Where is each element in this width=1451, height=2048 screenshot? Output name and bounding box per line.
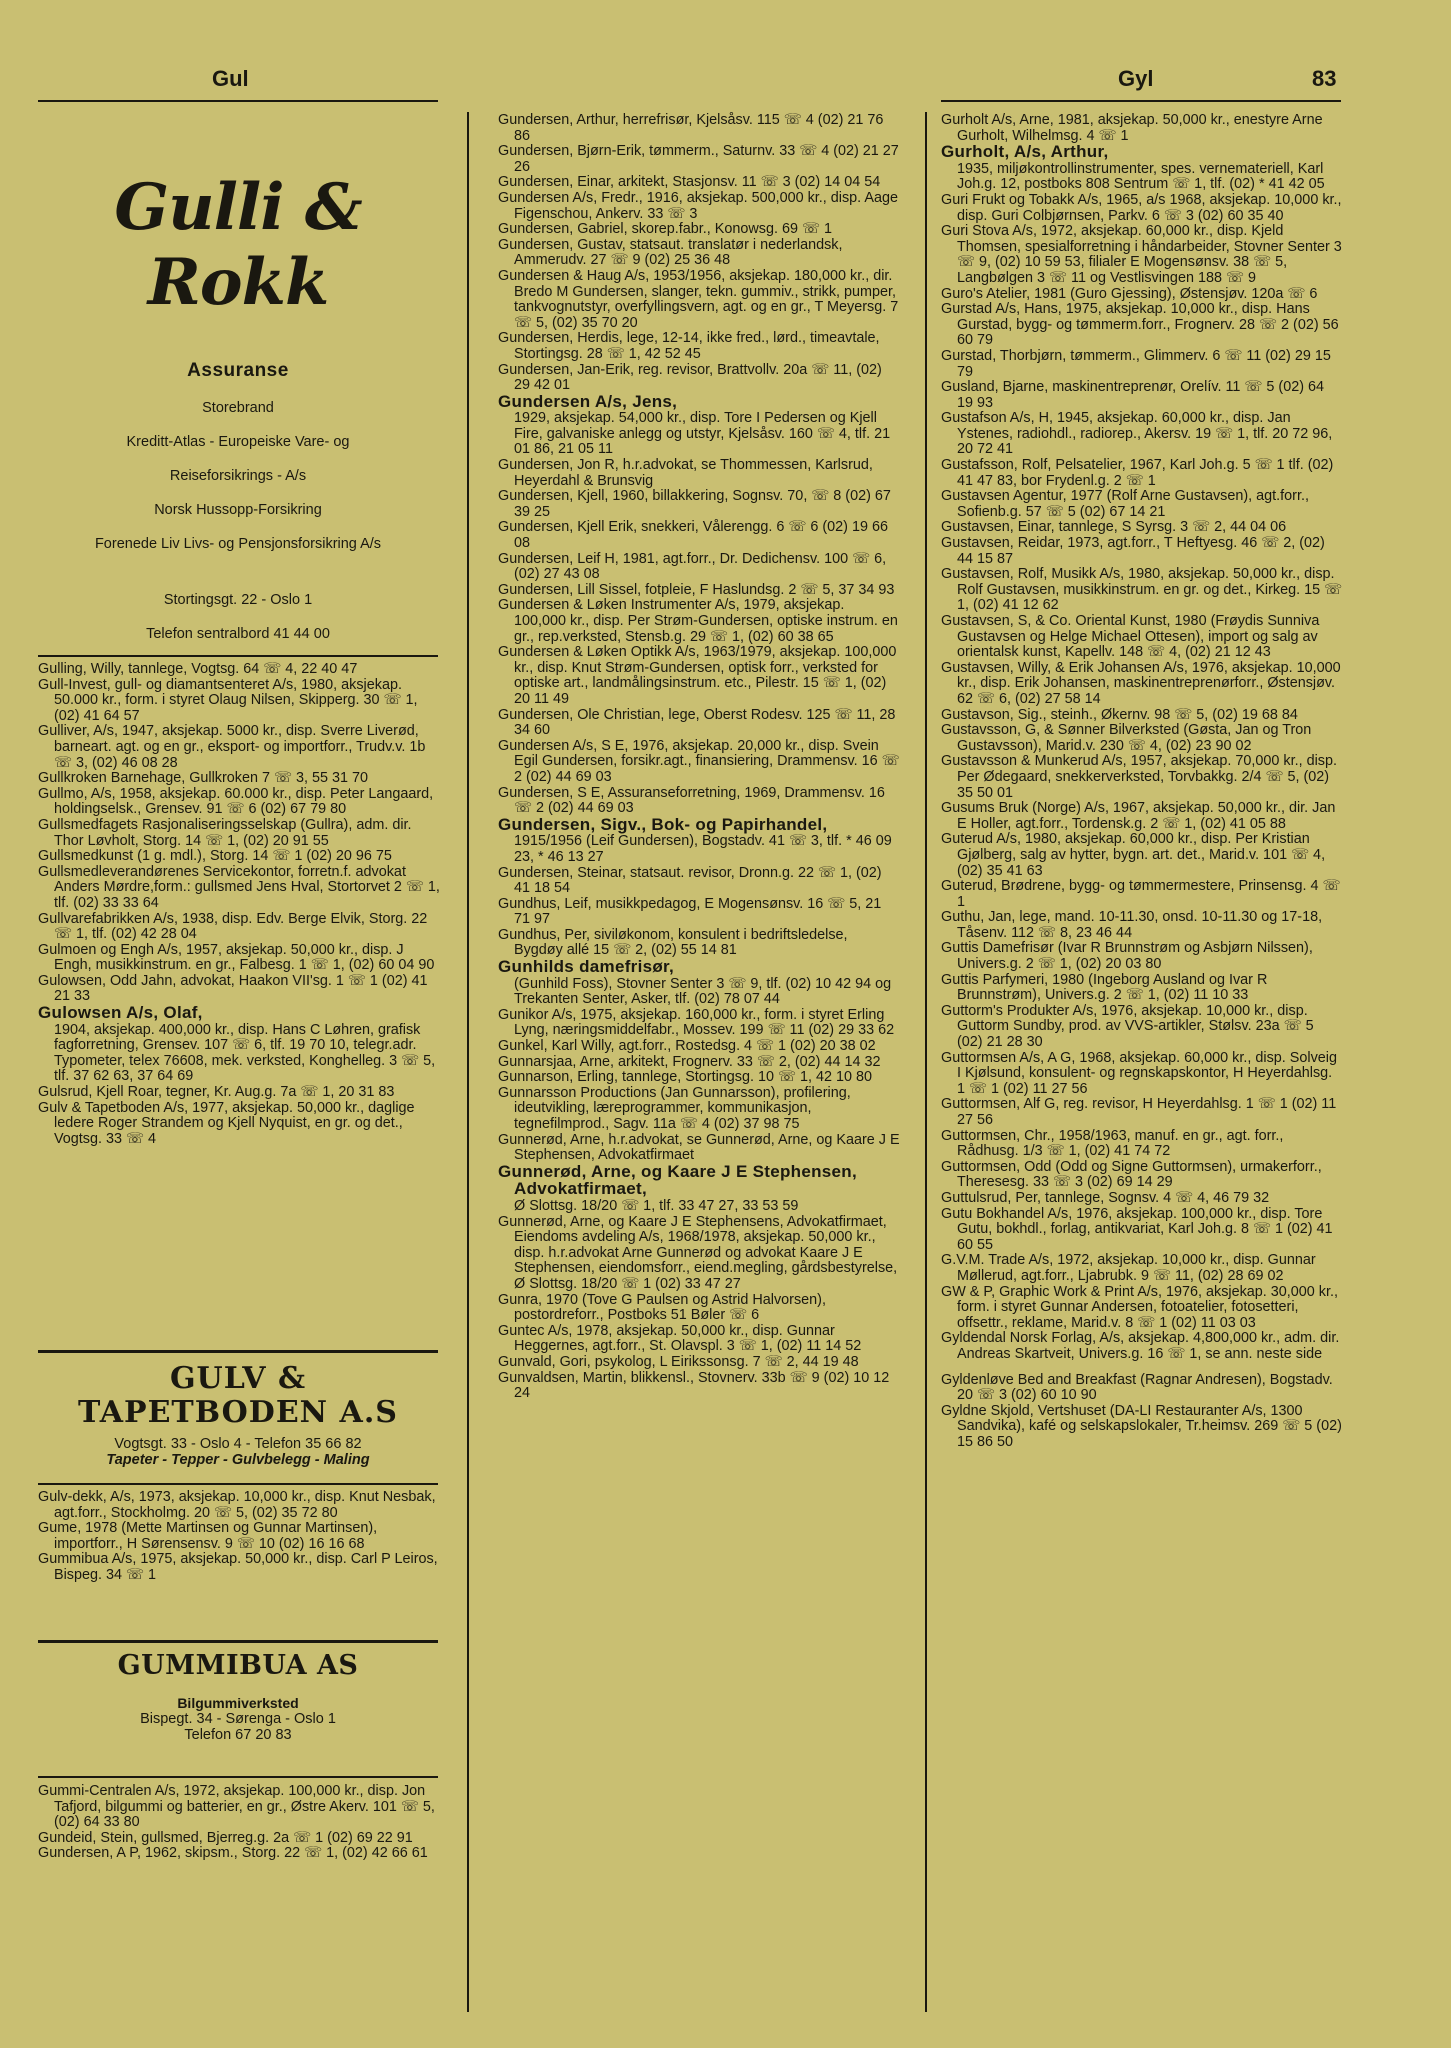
- list-item: [498, 739, 900, 786]
- entry-heading: Gurholt, A/s, Arthur,: [941, 142, 1109, 162]
- list-item: [941, 458, 1343, 489]
- entry-text: Gustavsson & Munkerud A/s, 1957, aksjekap. 70,000 kr., disp. Per Ødegaard, snekkerverksted, Torvbakkg. 2/4 ☏ 5, (02) 35 50 01: [941, 753, 1337, 801]
- column-divider-2: [925, 112, 927, 2012]
- list-item: Gulowsen, Odd Jahn, advokat, Haakon VII'sg. 1 ☏ 1 (02) 41 21 33: [38, 972, 428, 1005]
- list-item: [941, 1051, 1343, 1098]
- list-item: [941, 1004, 1343, 1051]
- list-item: [941, 801, 1343, 832]
- list-item: [498, 1355, 900, 1371]
- entry-text: Guttormsen A/s, A G, 1968, aksjekap. 60,000 kr., disp. Solveig I Kjølsund, konsulent- og regnskapskontor, H Heyerdahlsg. 1 ☏ 1 (02) 11 27 56: [941, 1049, 1337, 1097]
- list-item: Gundersen, A P, 1962, skipsm., Storg. 22 ☏ 1, (02) 42 66 61: [38, 1845, 428, 1862]
- entry-text: Gurstad A/s, Hans, 1975, aksjekap. 10,000 kr., disp. Hans Gurstad, bygg- og tømmerm.forr., Frognerv. 28 ☏ 2 (02) 56 60 79: [941, 301, 1339, 349]
- gulli-rokk-logo: Gulli & Rokk: [114, 170, 362, 320]
- ad-divider-2: [38, 1350, 438, 1353]
- list-item: [498, 458, 900, 489]
- entry-heading: Gulowsen A/s, Olaf,: [38, 1003, 203, 1023]
- entry-text: Guttorm's Produkter A/s, 1976, aksjekap. 10,000 kr., disp. Guttorm Sundby, prod. av VVS-artikler, Stølsv. 23a ☏ 5 (02) 21 28 30: [941, 1002, 1314, 1051]
- ad-line: Kreditt-Atlas - Europeiske Vare- og: [126, 434, 350, 450]
- entry-text: Guttormsen, Chr., 1958/1963, manuf. en gr., agt. forr., Rådhusg. 1/3 ☏ 1, (02) 41 74 72: [941, 1127, 1284, 1160]
- entry-text: Gyldendal Norsk Forlag, A/s, aksjekap. 4,800,000 kr., adm. dir. Andreas Skartveit, Univers.g. 16 ☏ 1, se ann. neste side: [941, 1330, 1340, 1362]
- list-item: Gullsmedleverandørenes Servicekontor, forretn.f. advokat Anders Mørdre,form.: gullsmed Jens Hval, Stortorvet 2 ☏ 1, tlf. (02) 33 33 64: [38, 863, 440, 911]
- entry-text: Gundersen, Jon R, h.r.advokat, se Thommessen, Karlsrud, Heyerdahl & Brunsvig: [498, 457, 873, 489]
- entry-text: 1904, aksjekap. 400,000 kr., disp. Hans C Løhren, grafisk fagforretning, Grensev. 107 ☏ 6, tlf. 19 70 10, telegr.adr. Typometer, telex 76608, mek. verksted, Konghelleg. 3 ☏ 5, tlf. 37 62 63, 37 64 69: [54, 1021, 436, 1085]
- entry-text: Gundersen & Løken Optikk A/s, 1963/1979, aksjekap. 100,000 kr., disp. Knut Strøm-Gundersen, optisk forr., verksted for optiske art., landmålingsinstrum. etc., Pilestr. 15 ☏ 1, (02) 20 11 49: [498, 644, 897, 707]
- list-item: [498, 645, 900, 707]
- entry-text: Gundersen, Gabriel, skorep.fabr., Konowsg. 69 ☏ 1: [498, 221, 832, 238]
- ad-title: TAPETBODEN A.S: [78, 1395, 398, 1430]
- entry-text: Gyldenløve Bed and Breakfast (Ragnar Andresen), Bogstadv. 20 ☏ 3 (02) 60 10 90: [941, 1371, 1333, 1404]
- entry-text: Gunra, 1970 (Tove G Paulsen og Astrid Halvorsen), postordreforr., Postboks 51 Bøler ☏ 6: [498, 1291, 826, 1324]
- list-item: [941, 708, 1343, 724]
- list-item: [941, 614, 1343, 661]
- list-item: [498, 928, 900, 959]
- list-item: [498, 269, 900, 331]
- ad-address: Vogtsgt. 33 - Oslo 4 - Telefon 35 66 82: [114, 1436, 362, 1452]
- list-item: [498, 1086, 900, 1133]
- list-item: Gulv & Tapetboden A/s, 1977, aksjekap. 50,000 kr., daglige ledere Roger Strandem og Kjell Nyquist, en gr. og det., Vogtsg. 33 ☏ 4: [38, 1099, 415, 1147]
- list-item: [498, 708, 900, 739]
- list-item: [498, 489, 900, 520]
- list-item: [498, 1324, 900, 1355]
- list-item: [941, 411, 1343, 458]
- list-item: Gullvarefabrikken A/s, 1938, disp. Edv. Berge Elvik, Storg. 22 ☏ 1, tlf. (02) 42 28 04: [38, 910, 428, 943]
- entry-heading: Gunhilds damefrisør,: [498, 957, 675, 977]
- ad-line: Forenede Liv Livs- og Pensjonsforsikring A/s: [94, 536, 382, 552]
- entry-text: Guterud, Brødrene, bygg- og tømmermestere, Prinsensg. 4 ☏ 1: [941, 878, 1341, 910]
- entry-text: Gunnarsjaa, Arne, arkitekt, Frognerv. 33 ☏ 2, (02) 44 14 32: [498, 1053, 881, 1070]
- ad-line: Reiseforsikrings - A/s: [169, 468, 307, 484]
- ad-title: GULV &: [169, 1361, 307, 1396]
- list-item: Gume, 1978 (Mette Martinsen og Gunnar Martinsen), importforr., H Sørensensv. 9 ☏ 10 (02) 16 16 68: [38, 1520, 378, 1552]
- entry-text: Gundersen A/s, S E, 1976, aksjekap. 20,000 kr., disp. Svein Egil Gundersen, forsikr.agt., finansiering, Drammensv. 16 ☏ 2 (02) 44 69 03: [498, 737, 900, 785]
- ad-line: Storebrand: [202, 400, 274, 416]
- entry-text: Gustavsen Agentur, 1977 (Rolf Arne Gustavsen), agt.forr., Sofienb.g. 57 ☏ 5 (02) 67 14 21: [941, 488, 1309, 520]
- list-item: [498, 175, 900, 191]
- list-item: [941, 1253, 1343, 1284]
- list-item: [941, 193, 1343, 224]
- column-divider-1: [467, 112, 469, 2012]
- entry-text: 1929, aksjekap. 54,000 kr., disp. Tore I Pedersen og Kjell Fire, galvaniske anlegg og utstyr, Kjelsåsv. 160 ☏ 4, tlf. 21 01 86, 21 05 11: [514, 410, 891, 458]
- list-item: Gullsmedkunst (1 g. mdl.), Storg. 14 ☏ 1 (02) 20 96 75: [38, 848, 392, 865]
- entry-text: Gustafsson, Rolf, Pelsatelier, 1967, Karl Joh.g. 5 ☏ 1 tlf. (02) 41 47 83, bor Frydenl.g. 2 ☏ 1: [941, 457, 1334, 489]
- entry-text: Gunkel, Karl Willy, agt.forr., Rostedsg. 4 ☏ 1 (02) 20 38 02: [498, 1038, 876, 1055]
- entry-text: Gunvald, Gori, psykolog, L Eirikssonsg. 7 ☏ 2, 44 19 48: [498, 1353, 859, 1370]
- entry-text: Guri Stova A/s, 1972, aksjekap. 60,000 kr., disp. Kjeld Thomsen, spesialforretning i håndarbeider, Stovner Senter 3 ☏ 9, (02) 10 59 53, filialer E Mogensønsv. 38 ☏ 5, Langbølgen 3 ☏ 11 og Vestlisvingen 188 ☏ 9: [941, 223, 1342, 286]
- entry-text: Gundersen, Gustav, statsaut. translatør i nederlandsk, Ammerudv. 27 ☏ 9 (02) 25 36 48: [498, 236, 843, 269]
- list-item: [498, 866, 900, 897]
- entry-text: 1915/1956 (Leif Gundersen), Bogstadv. 41 ☏ 3, tlf. * 46 09 23, * 46 13 27: [514, 833, 892, 865]
- list-item: [498, 786, 900, 817]
- list-item: Gullsmedfagets Rasjonaliseringsselskap (Gullra), adm. dir. Thor Løvholt, Storg. 14 ☏ 1, (02) 20 91 55: [38, 816, 412, 849]
- list-item: [498, 191, 900, 222]
- list-item: Gullmo, A/s, 1958, aksjekap. 60.000 kr., disp. Peter Langaard, holdingselsk., Grensev. 91 ☏ 6 (02) 67 79 80: [38, 785, 434, 818]
- gulli-rokk-advertisement: [38, 140, 438, 642]
- list-item: [941, 113, 1343, 144]
- list-item: [498, 520, 900, 551]
- header-rule-left: [38, 100, 438, 102]
- entry-text: Gundersen & Løken Instrumenter A/s, 1979, aksjekap. 100,000 kr., disp. Per Strøm-Gundersen, optiske instrum. en gr., rep.verksted, Stensb.g. 29 ☏ 1, (02) 60 38 65: [498, 597, 898, 645]
- list-item-bold: [498, 391, 900, 458]
- entry-text: Gundhus, Per, siviløkonom, konsulent i bedriftsledelse, Bygdøy allé 15 ☏ 2, (02) 55 14 81: [498, 926, 848, 959]
- header-right-word: Gyl: [1118, 66, 1154, 91]
- ad-tagline: Tapeter - Tepper - Gulvbelegg - Maling: [106, 1452, 370, 1468]
- entry-heading: Gunnerød, Arne, og Kaare J E Stephensen, Advokatfirmaet,: [498, 1161, 857, 1199]
- gulv-tapetboden-advertisement: [38, 1362, 438, 1468]
- list-item: [498, 897, 900, 928]
- list-item: [941, 1097, 1343, 1128]
- list-item-bold: [498, 1161, 900, 1215]
- entry-text: Gundersen, Lill Sissel, fotpleie, F Haslundsg. 2 ☏ 5, 37 34 93: [498, 581, 895, 598]
- entry-text: Guttormsen, Odd (Odd og Signe Guttormsen), urmakerforr., Theresesg. 33 ☏ 3 (02) 69 14 29: [941, 1158, 1322, 1191]
- ad-subtitle: Bilgummiverksted: [177, 1695, 299, 1711]
- list-item: [941, 287, 1343, 303]
- entry-text: Guntec A/s, 1978, aksjekap. 50,000 kr., disp. Gunnar Heggernes, agt.forr., St. Olavspl. 3 ☏ 1, (02) 11 14 52: [498, 1322, 862, 1355]
- list-item: Gummibua A/s, 1975, aksjekap. 50,000 kr., disp. Carl P Leiros, Bispeg. 34 ☏ 1: [38, 1551, 438, 1583]
- list-item: [498, 1008, 900, 1039]
- list-item: [498, 331, 900, 362]
- list-item: [498, 1055, 900, 1071]
- entry-text: Gunnarsson Productions (Jan Gunnarsson), profilering, ideutvikling, læreprogrammer, kommunikasjon, tegnefilmprod., Sagv. 11a ☏ 4 (02) 37 98 75: [498, 1084, 851, 1132]
- entry-text: Gundersen A/s, Fredr., 1916, aksjekap. 500,000 kr., disp. Aage Figenschou, Ankerv. 33 ☏ 3: [498, 189, 898, 222]
- list-item: Gull-Invest, gull- og diamantsenteret A/s, 1980, aksjekap. 50.000 kr., form. i styret Olaug Nilsen, Skipperg. 30 ☏ 1, (02) 41 64 57: [38, 676, 418, 724]
- list-item: [941, 832, 1343, 879]
- list-item: [941, 973, 1343, 1004]
- entry-text: Gundersen, Bjørn-Erik, tømmerm., Saturnv. 33 ☏ 4 (02) 21 27 26: [498, 143, 899, 175]
- entry-text: Gunnerød, Arne, h.r.advokat, se Gunnerød, Arne, og Kaare J E Stephensen, Advokatfirmaet: [498, 1131, 900, 1164]
- list-item: Gulmoen og Engh A/s, 1957, aksjekap. 50,000 kr., disp. J Engh, musikkinstrum. en gr., Falbesg. 1 ☏ 1, (02) 60 04 90: [38, 941, 435, 974]
- entry-text: Gunnarson, Erling, tannlege, Stortingsg. 10 ☏ 1, 42 10 80: [498, 1069, 873, 1086]
- entry-text: Gundersen, Jan-Erik, reg. revisor, Brattvollv. 20a ☏ 11, (02) 29 42 01: [498, 361, 882, 394]
- entry-text: Gunvaldsen, Martin, blikkensl., Stovnerv. 33b ☏ 9 (02) 10 12 24: [498, 1369, 890, 1402]
- ad-phone: Telefon 67 20 83: [184, 1727, 292, 1743]
- list-item: [498, 552, 900, 583]
- ad-divider-4: [38, 1640, 438, 1643]
- list-item-bold: [498, 959, 900, 1008]
- list-item: [498, 222, 900, 238]
- entry-text: Gustavsen, Reidar, 1973, agt.forr., T Heftyesg. 46 ☏ 2, (02) 44 15 87: [941, 535, 1325, 567]
- list-item: [498, 238, 900, 269]
- column-2-entries: [498, 113, 900, 1402]
- entry-text: Gustavsen, Willy, & Erik Johansen A/s, 1976, aksjekap. 10,000 kr., disp. Erik Johansen, maskinentreprenørforr., Østensjøv. 62 ☏ 6, (02) 27 58 14: [941, 659, 1341, 707]
- list-item: [941, 879, 1343, 910]
- entry-text: Gustavsson, G, & Sønner Bilverksted (Gøsta, Jan og Tron Gustavsson), Marid.v. 230 ☏ 4, (02) 23 90 02: [941, 722, 1312, 754]
- entry-text: Gustavson, Sig., steinh., Økernv. 98 ☏ 5, (02) 19 68 84: [941, 706, 1298, 723]
- list-item: [941, 1285, 1343, 1332]
- entry-text: Gustafson A/s, H, 1945, aksjekap. 60,000 kr., disp. Jan Ystenes, radiohdl., radiorep., Akersv. 19 ☏ 1, tlf. 20 72 96, 20 72 41: [941, 410, 1333, 458]
- entry-heading: Gundersen, Sigv., Bok- og Papirhandel,: [498, 814, 828, 834]
- entry-text: Gusland, Bjarne, maskinentreprenør, Orelív. 11 ☏ 5 (02) 64 19 93: [941, 379, 1324, 411]
- entry-text: Gundersen, Steinar, statsaut. revisor, Dronn.g. 22 ☏ 1, (02) 41 18 54: [498, 864, 882, 897]
- list-item: [941, 567, 1343, 614]
- entry-text: Guttulsrud, Per, tannlege, Sognsv. 4 ☏ 4, 46 79 32: [941, 1189, 1270, 1206]
- entry-text: (Gunhild Foss), Stovner Senter 3 ☏ 9, tlf. (02) 10 42 94 og Trekanten Senter, Asker, tlf. (02) 78 07 44: [514, 975, 892, 1008]
- list-item-bold: [38, 1005, 440, 1085]
- list-item: Gulliver, A/s, 1947, aksjekap. 5000 kr., disp. Sverre Liverød, barneart. agt. og en gr., eksport- og importforr., Trudv.v. 1b ☏ 3, (02) 46 08 28: [38, 723, 426, 771]
- entry-text: Guttis Damefrisør (Ivar R Brunnstrøm og Asbjørn Nilssen), Univers.g. 2 ☏ 1, (02) 20 03 80: [941, 940, 1313, 973]
- entry-text: Gundersen, Leif H, 1981, agt.forr., Dr. Dedichensv. 100 ☏ 6, (02) 27 43 08: [498, 550, 887, 583]
- list-item: [941, 754, 1343, 801]
- list-item: Gullkroken Barnehage, Gullkroken 7 ☏ 3, 55 31 70: [38, 770, 368, 787]
- list-item: [498, 1371, 900, 1402]
- entry-text: Gundhus, Leif, musikkpedagog, E Mogensønsv. 16 ☏ 5, 21 71 97: [498, 895, 882, 928]
- entry-text: Gunnerød, Arne, og Kaare J E Stephensens, Advokatfirmaet, Eiendoms avdeling A/s, 1968/1978, aksjekap. 50,000 kr., disp. h.r.advokat Arne Gunnerød og advokat Kaare J E Stephensen, eiendomsforr., eiend.megling, gårdsbestyrelse, Ø Slottsg. 18/20 ☏ 1 (02) 33 47 27: [498, 1213, 898, 1292]
- ad-divider-3: [38, 1483, 438, 1485]
- entry-text: Gurholt A/s, Arne, 1981, aksjekap. 50,000 kr., enestyre Arne Gurholt, Wilhelmsg. 4 ☏ 1: [941, 112, 1323, 144]
- entry-text: GW & P, Graphic Work & Print A/s, 1976, aksjekap. 30,000 kr., form. i styret Gunnar Andersen, fotoatelier, fotosetteri, offsettr., reklame, Marid.v. 8 ☏ 1 (02) 11 03 03: [941, 1283, 1338, 1331]
- entry-text: Gundersen & Haug A/s, 1953/1956, aksjekap. 180,000 kr., dir. Bredo M Gundersen, slanger, tekn. gummiv., strikk, pumper, tankvognutstyr, overfyllingsvern, agt. og en gr., T Meyersg. 7 ☏ 5, (02) 35 70 20: [498, 267, 899, 331]
- entry-text: Gustavsen, Rolf, Musikk A/s, 1980, aksjekap. 50,000 kr., disp. Rolf Gustavsen, musikkinstrum. en gr. og det., Kirkeg. 15 ☏ 1, (02) 41 12 62: [941, 566, 1343, 614]
- ad-divider-1: [38, 655, 438, 657]
- entry-text: Gundersen, S E, Assuranseforretning, 1969, Drammensv. 16 ☏ 2 (02) 44 69 03: [498, 784, 885, 817]
- list-item: [941, 1207, 1343, 1254]
- list-item: [498, 1133, 900, 1164]
- list-item: [498, 144, 900, 175]
- list-item: [941, 1160, 1343, 1191]
- list-item: [498, 598, 900, 645]
- ad-subtitle: Assuranse: [187, 360, 289, 381]
- list-item: [498, 1070, 900, 1086]
- list-item: [498, 113, 900, 144]
- ad-address: Bispegt. 34 - Sørenga - Oslo 1: [140, 1711, 336, 1727]
- list-item-bold: [941, 144, 1343, 193]
- list-item: [941, 520, 1343, 536]
- list-item: [498, 1215, 900, 1293]
- ad-phone: Telefon sentralbord 41 44 00: [146, 626, 330, 642]
- list-item: Gundeid, Stein, gullsmed, Bjerreg.g. 2a ☏ 1 (02) 69 22 91: [38, 1829, 413, 1846]
- list-item: [941, 661, 1343, 708]
- list-item: Gummi-Centralen A/s, 1972, aksjekap. 100,000 kr., disp. Jon Tafjord, bilgummi og batterier, en gr., Østre Akerv. 101 ☏ 5, (02) 64 33 80: [38, 1783, 435, 1831]
- entry-heading: Gundersen A/s, Jens,: [498, 391, 678, 411]
- column-1-entries-4: [38, 1784, 440, 1862]
- list-item: [941, 723, 1343, 754]
- header-rule-right: [941, 100, 1341, 102]
- gummibua-advertisement: [38, 1650, 438, 1743]
- page-number: 83: [1312, 66, 1337, 91]
- list-item: [941, 941, 1343, 972]
- entry-text: Gusums Bruk (Norge) A/s, 1967, aksjekap. 50,000 kr., dir. Jan E Holler, agt.forr., Tordensk.g. 2 ☏ 1, (02) 41 05 88: [941, 800, 1336, 832]
- entry-text: Guterud A/s, 1980, aksjekap. 60,000 kr., disp. Per Kristian Gjølberg, salg av hytter, bygn. art. det., Marid.v. 101 ☏ 4, (02) 35 41 63: [941, 831, 1326, 879]
- list-item: [498, 1293, 900, 1324]
- entry-text: G.V.M. Trade A/s, 1972, aksjekap. 10,000 kr., disp. Gunnar Møllerud, agt.forr., Ljabrubk. 9 ☏ 11, (02) 28 69 02: [941, 1252, 1316, 1284]
- entry-text: Guttormsen, Alf G, reg. revisor, H Heyerdahlsg. 1 ☏ 1 (02) 11 27 56: [941, 1096, 1337, 1128]
- list-item: Gulsrud, Kjell Roar, tegner, Kr. Aug.g. 7a ☏ 1, 20 31 83: [38, 1084, 395, 1101]
- entry-text: Gundersen, Kjell Erik, snekkeri, Vålerengg. 6 ☏ 6 (02) 19 66 08: [498, 519, 888, 552]
- list-item: Gulv-dekk, A/s, 1973, aksjekap. 10,000 kr., disp. Knut Nesbak, agt.forr., Stockholmg. 20 ☏ 5, (02) 35 72 80: [38, 1489, 436, 1521]
- entry-text: Gustavsen, Einar, tannlege, S Syrsg. 3 ☏ 2, 44 04 06: [941, 519, 1287, 536]
- entry-text: Guri Frukt og Tobakk A/s, 1965, a/s 1968, aksjekap. 10,000 kr., disp. Guri Colbjørnsen, Parkv. 6 ☏ 3 (02) 60 35 40: [941, 191, 1342, 224]
- entry-text: Guro's Atelier, 1981 (Guro Gjessing), Østensjøv. 120a ☏ 6: [941, 285, 1318, 302]
- column-3-entries: [941, 113, 1343, 1450]
- list-item: [941, 910, 1343, 941]
- list-item: [941, 489, 1343, 520]
- ad-address: Stortingsgt. 22 - Oslo 1: [163, 592, 313, 608]
- entry-text: Gundersen, Arthur, herrefrisør, Kjelsåsv. 115 ☏ 4 (02) 21 76 86: [498, 112, 884, 144]
- entry-text: Gustavsen, S, & Co. Oriental Kunst, 1980 (Frøydis Sunniva Gustavsen og Helge Michael Ottesen), import og salg av orientalsk kunst, Kapellv. 148 ☏ 4, (02) 21 12 43: [941, 613, 1320, 661]
- list-item: [941, 536, 1343, 567]
- entry-text: Guttis Parfymeri, 1980 (Ingeborg Ausland og Ivar R Brunnstrøm), Univers.g. 2 ☏ 1, (02) 11 10 33: [941, 971, 1268, 1004]
- column-1-entries-3: [38, 1490, 440, 1584]
- entry-text: Gunikor A/s, 1975, aksjekap. 160,000 kr., form. i styret Erling Lyng, næringsmiddelfabr., Mossev. 199 ☏ 11 (02) 29 33 62: [498, 1006, 895, 1039]
- entry-text: 1935, miljøkontrollinstrumenter, spes. vernemateriell, Karl Joh.g. 12, postboks 808 Sentrum ☏ 1, tlf. (02) * 41 42 05: [957, 160, 1325, 193]
- list-item: [941, 1331, 1343, 1362]
- header-left-word: Gul: [212, 66, 249, 91]
- list-item: Gulling, Willy, tannlege, Vogtsg. 64 ☏ 4, 22 40 47: [38, 661, 358, 677]
- list-item: [941, 1129, 1343, 1160]
- ad-line: Norsk Hussopp-Forsikring: [154, 502, 322, 518]
- ad-divider-5: [38, 1776, 438, 1778]
- entry-text: Gundersen, Herdis, lege, 12-14, ikke fred., lørd., timeavtale, Stortingsg. 28 ☏ 1, 42 52 45: [498, 330, 880, 362]
- list-item: [498, 363, 900, 394]
- entry-text: Ø Slottsg. 18/20 ☏ 1, tlf. 33 47 27, 33 53 59: [514, 1197, 799, 1214]
- list-item-bold: [498, 814, 900, 866]
- ad-title: GUMMIBUA AS: [117, 1650, 359, 1681]
- list-item: [941, 224, 1343, 286]
- list-item: [498, 583, 900, 599]
- entry-text: Gurstad, Thorbjørn, tømmerm., Glimmerv. 6 ☏ 11 (02) 29 15 79: [941, 347, 1331, 380]
- list-item: [941, 349, 1343, 380]
- entry-text: Gundersen, Einar, arkitekt, Stasjonsv. 11 ☏ 3 (02) 14 04 54: [498, 174, 881, 191]
- entry-text: Gundersen, Kjell, 1960, billakkering, Sognsv. 70, ☏ 8 (02) 67 39 25: [498, 488, 891, 520]
- entry-text: Guthu, Jan, lege, mand. 10-11.30, onsd. 10-11.30 og 17-18, Tåsenv. 112 ☏ 8, 23 46 44: [941, 909, 1323, 941]
- entry-text: Gundersen, Ole Christian, lege, Oberst Rodesv. 125 ☏ 11, 28 34 60: [498, 706, 896, 739]
- column-1-entries: [38, 662, 440, 1147]
- entry-text: Gutu Bokhandel A/s, 1976, aksjekap. 100,000 kr., disp. Tore Gutu, bokhdl., forlag, antikvariat, Karl Joh.g. 8 ☏ 1 (02) 41 60 55: [941, 1205, 1333, 1253]
- list-item: [941, 302, 1343, 349]
- list-item: [498, 1039, 900, 1055]
- list-item: [941, 1373, 1343, 1404]
- list-item: [941, 380, 1343, 411]
- entry-text: Gyldne Skjold, Vertshuset (DA-LI Restauranter A/s, 1300 Sandvika), kafé og selskapslokaler, Tr.heimsv. 269 ☏ 5 (02) 15 86 50: [941, 1402, 1342, 1450]
- list-item: [941, 1404, 1343, 1451]
- list-item: [941, 1191, 1343, 1207]
